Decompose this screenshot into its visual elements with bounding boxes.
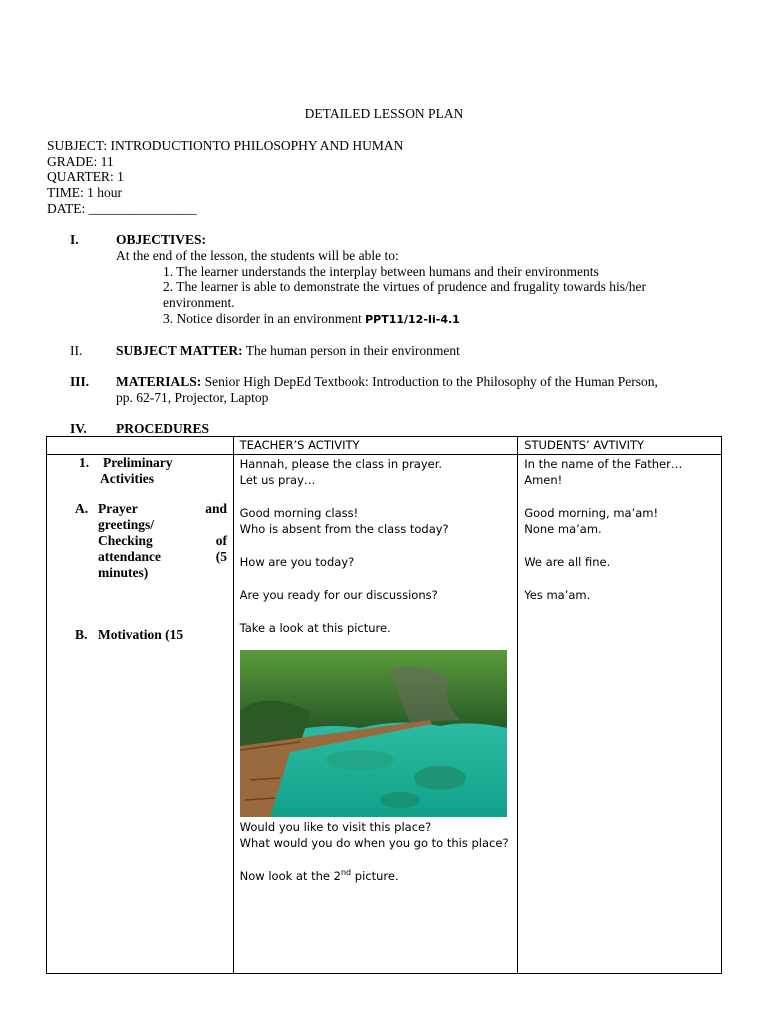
item-b-text: Motivation (15: [98, 627, 184, 642]
materials-heading: MATERIALS:: [116, 374, 202, 389]
prelim-line2: Activities: [100, 471, 154, 486]
date-line: DATE: ________________: [47, 201, 197, 216]
subject-matter-heading: SUBJECT MATTER:: [116, 343, 243, 358]
procedures-heading: PROCEDURES: [116, 421, 210, 436]
objective-item-3: [163, 311, 460, 328]
student-line: Good morning, ma’am!: [524, 506, 659, 520]
materials-text-cont: pp. 62-71, Projector, Laptop: [116, 390, 269, 405]
subject-line: SUBJECT: INTRODUCTIONTO PHILOSOPHY AND HUMAN: [47, 138, 404, 153]
item-a-line1: [98, 501, 227, 517]
item-a-line3: [98, 533, 227, 549]
objective-item-2-cont: environment.: [163, 295, 235, 310]
materials-text: Senior High DepEd Textbook: Introduction to the Philosophy of the Human Person,: [204, 374, 658, 389]
student-line: We are all fine.: [524, 555, 611, 569]
quarter-line: QUARTER: 1: [47, 169, 124, 184]
student-line: None ma’am.: [524, 522, 602, 536]
materials-line: [116, 374, 658, 390]
item-a-line2: greetings/: [98, 517, 154, 532]
subject-matter-line: [116, 343, 460, 359]
empty-header-cell: [47, 437, 234, 455]
item-a-word-attendance: attendance: [98, 549, 161, 564]
teacher-activity-header: TEACHER’S ACTIVITY: [233, 437, 518, 455]
teacher-line: Hannah, please the class in prayer.: [239, 457, 443, 471]
student-line: Amen!: [524, 473, 563, 487]
item-a-line4: [98, 549, 227, 565]
teacher-line: What would you do when you go to this place?: [239, 836, 509, 850]
competency-code: PPT11/12-Ii-4.1: [365, 313, 460, 326]
coral-patch: [380, 792, 420, 808]
teacher-column: [233, 455, 518, 974]
coral-patch: [326, 750, 394, 770]
teacher-line-picture: [240, 868, 399, 884]
item-a-word-prayer: Prayer: [98, 501, 138, 516]
ordinal-suffix: nd: [340, 868, 352, 878]
item-a-letter: A.: [75, 501, 89, 516]
table-body-row: [47, 455, 722, 974]
teacher-line: How are you today?: [239, 555, 355, 569]
activity-column: [47, 455, 234, 974]
teacher-line: Who is absent from the class today?: [239, 522, 449, 536]
item-a-word-of: of: [215, 533, 227, 548]
teacher-line: Are you ready for our discussions?: [239, 588, 438, 602]
lagoon-picture: [240, 650, 507, 817]
student-line: Yes ma’am.: [524, 588, 591, 602]
teacher-line: Let us pray…: [239, 473, 316, 487]
teacher-line: Good morning class!: [239, 506, 359, 520]
item-b-letter: B.: [75, 627, 88, 642]
objective-item-2: 2. The learner is able to demonstrate the virtues of prudence and frugality towards his/her: [163, 279, 646, 294]
subject-matter-numeral: II.: [70, 343, 83, 358]
prelim-line1: Preliminary: [103, 455, 173, 470]
grade-line: GRADE: 11: [47, 154, 114, 169]
item-a-word-checking: Checking: [98, 533, 153, 548]
teacher-line-pre: Now look at the 2: [239, 869, 341, 883]
objectives-numeral: I.: [70, 232, 79, 247]
procedures-table: [46, 436, 722, 974]
document-title: DETAILED LESSON PLAN: [304, 106, 464, 121]
coral-patch: [414, 766, 466, 790]
teacher-line: Would you like to visit this place?: [239, 820, 432, 834]
teacher-line-post: picture.: [351, 869, 399, 883]
subject-matter-text: The human person in their environment: [245, 343, 460, 358]
objective-item-3-text: 3. Notice disorder in an environment: [163, 311, 362, 326]
objectives-intro: At the end of the lesson, the students will be able to:: [116, 248, 399, 263]
materials-numeral: III.: [70, 374, 90, 389]
teacher-line: Take a look at this picture.: [239, 621, 391, 635]
students-activity-header: STUDENTS’ AVTIVITY: [518, 437, 722, 455]
item-a-word-duration: (5: [215, 549, 227, 564]
item-a-line5: minutes): [98, 565, 149, 580]
procedures-numeral: IV.: [70, 421, 87, 436]
objective-item-1: 1. The learner understands the interplay between humans and their environments: [163, 264, 599, 279]
item-a-word-and: and: [205, 501, 227, 516]
objectives-heading: OBJECTIVES:: [116, 232, 207, 247]
students-column: [518, 455, 722, 974]
prelim-number: 1.: [79, 455, 90, 470]
time-line: TIME: 1 hour: [47, 185, 122, 200]
table-header-row: [47, 437, 722, 455]
student-line: In the name of the Father…: [524, 457, 683, 471]
